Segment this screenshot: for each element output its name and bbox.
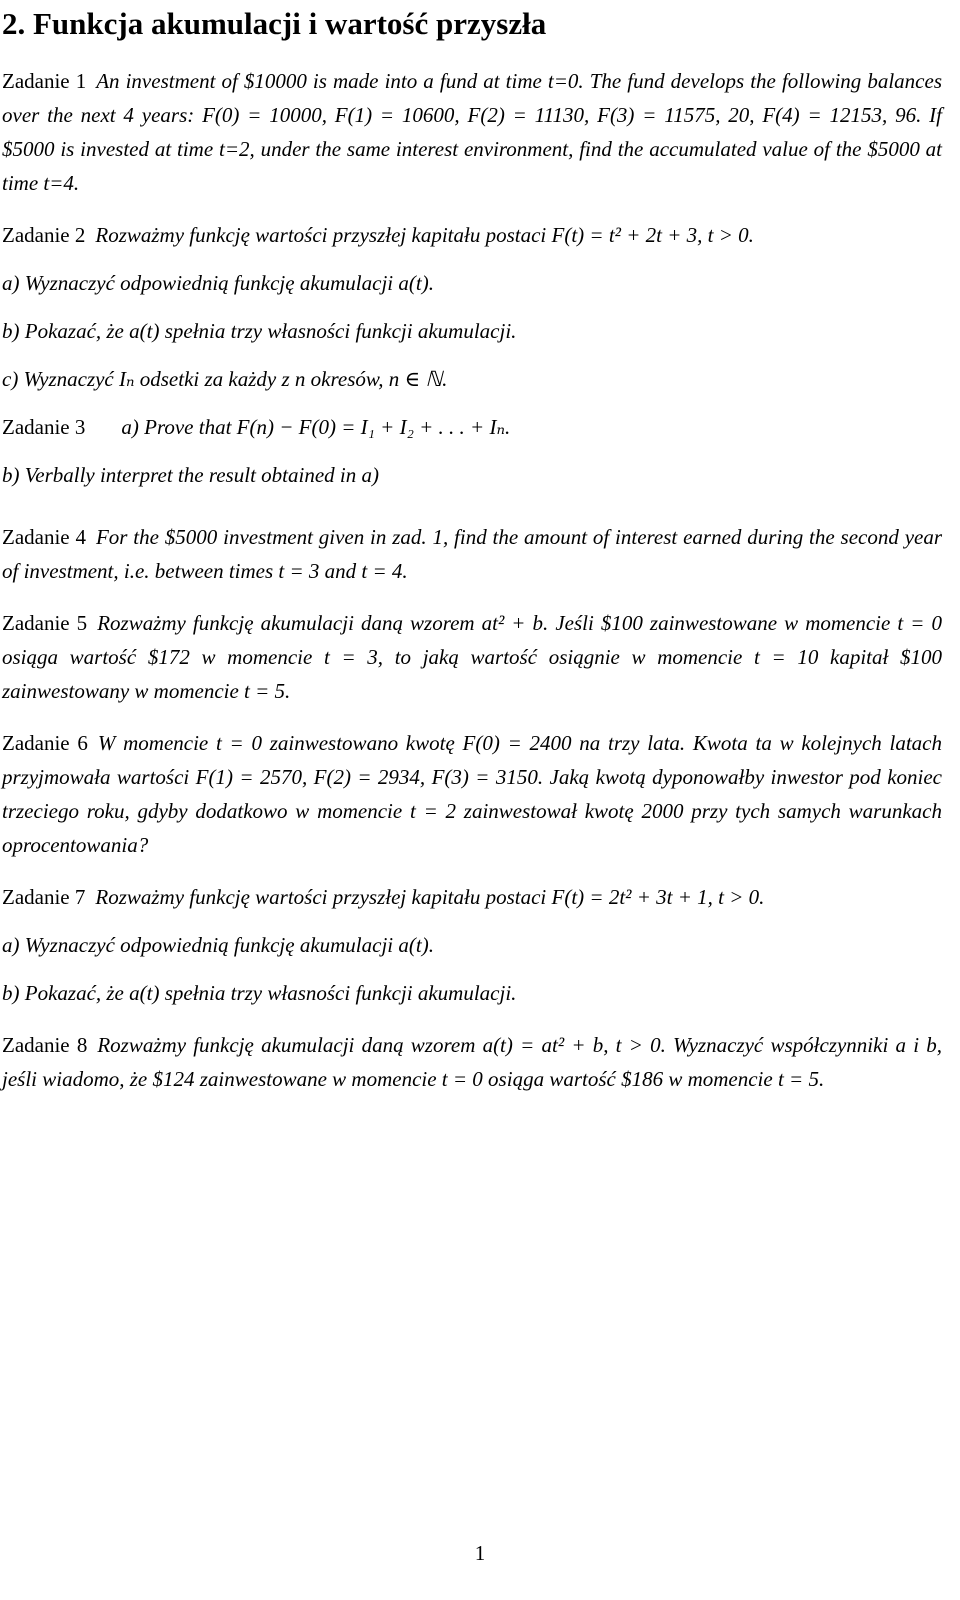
- task-text: An investment of $10000 is made into a fund at time t=0. The fund develops the following balances over the next 4 years: F(0) = 10000, F(1) = 10600, F(2) = 11130, F(3) = 11575, 20, F(4) = 12153, 96. If $5000 is invested at time t=2, under the same interest environment, find the accumulated value of the $5000 at time t=4.: [2, 69, 942, 195]
- task-1: [2, 64, 942, 200]
- page-number: 1: [474, 1541, 486, 1565]
- task-text: W momencie t = 0 zainwestowano kwotę F(0) = 2400 na trzy lata. Kwota ta w kolejnych latach przyjmowała wartości F(1) = 2570, F(2) = 2934, F(3) = 3150. Jaką kwotą dyponowałby inwestor pod koniec trzeciego roku, gdyby dodatkowo w momencie t = 2 zainwestował kwotę 2000 przy tych samych warunkach oprocentowania?: [2, 731, 942, 857]
- task-label: Zadanie 5: [2, 611, 88, 635]
- task-6: [2, 726, 942, 862]
- task-label: Zadanie 4: [2, 525, 86, 549]
- task-text: Rozważmy funkcję akumulacji daną wzorem at² + b. Jeśli $100 zainwestowane w momencie t = 0 osiąga wartość $172 w momencie t = 3, to jaką wartość osiągnie w momencie t = 10 kapitał $100 zainwestowany w momencie t = 5.: [2, 611, 943, 703]
- task-label: Zadanie 1: [2, 69, 87, 93]
- task-label: Zadanie 2: [2, 223, 86, 247]
- task-text: For the $5000 investment given in zad. 1, find the amount of interest earned during the second year of investment, i.e. between times t = 3 and t = 4.: [2, 525, 943, 583]
- task-text: Rozważmy funkcję wartości przyszłej kapitału postaci F(t) = t² + 2t + 3, t > 0.: [95, 223, 754, 247]
- task-7-item-b: b) Pokazać, że a(t) spełnia trzy własności funkcji akumulacji.: [2, 981, 517, 1005]
- task-2-item-a: a) Wyznaczyć odpowiednią funkcję akumulacji a(t).: [2, 271, 434, 295]
- task-label: Zadanie 7: [2, 885, 86, 909]
- task-3-item-b: b) Verbally interpret the result obtained in a): [2, 463, 379, 487]
- task-7-item-a: a) Wyznaczyć odpowiednią funkcję akumulacji a(t).: [2, 933, 434, 957]
- task-label: Zadanie 3: [2, 415, 86, 439]
- task-text: Rozważmy funkcję akumulacji daną wzorem a(t) = at² + b, t > 0. Wyznaczyć współczynniki a i b, jeśli wiadomo, że $124 zainwestowane w momencie t = 0 osiąga wartość $186 w momencie t = 5.: [2, 1033, 943, 1091]
- task-2-item-c: c) Wyznaczyć Iₙ odsetki za każdy z n okresów, n ∈ ℕ.: [2, 367, 448, 391]
- task-text: a) Prove that F(n) − F(0) = I₁ + I₂ + . . . + Iₙ.: [121, 415, 511, 439]
- task-label: Zadanie 6: [2, 731, 88, 755]
- task-2-item-b: b) Pokazać, że a(t) spełnia trzy własności funkcji akumulacji.: [2, 319, 517, 343]
- task-2: [2, 218, 942, 252]
- task-8: [2, 1028, 942, 1096]
- task-label: Zadanie 8: [2, 1033, 88, 1057]
- section-title: 2. Funkcja akumulacji i wartość przyszła: [2, 6, 547, 41]
- task-7: [2, 880, 942, 914]
- task-4: [2, 520, 942, 588]
- task-3: [2, 410, 942, 444]
- task-5: [2, 606, 942, 708]
- task-text: Rozważmy funkcję wartości przyszłej kapitału postaci F(t) = 2t² + 3t + 1, t > 0.: [95, 885, 765, 909]
